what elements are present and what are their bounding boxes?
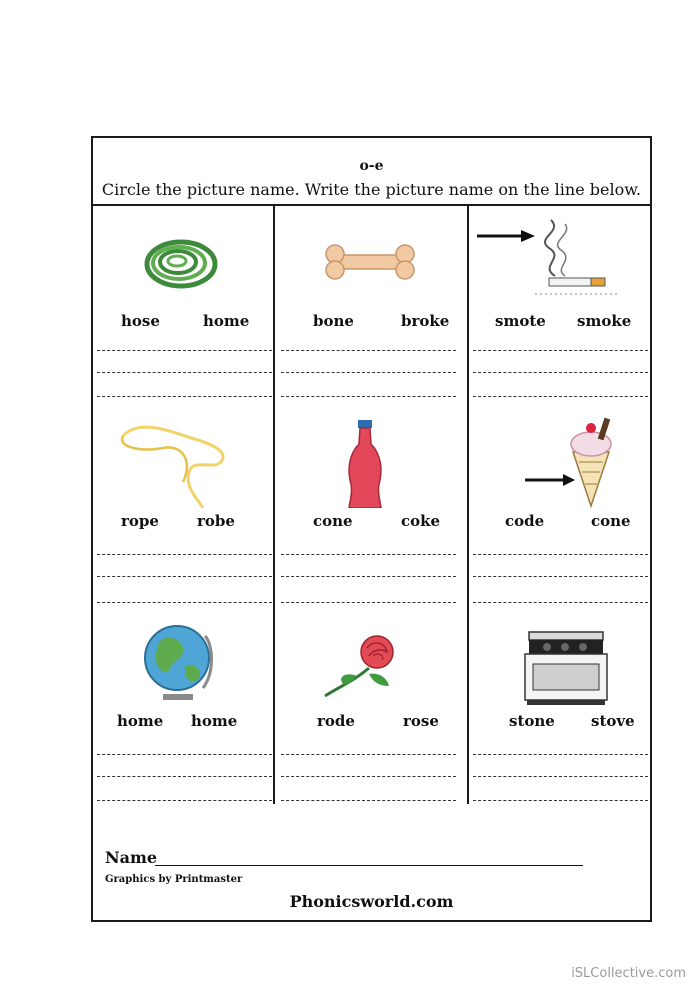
word-option[interactable]: coke — [401, 512, 441, 530]
word-option[interactable]: robe — [197, 512, 235, 530]
ice-cream-cone-icon — [469, 412, 652, 508]
writing-line[interactable] — [97, 800, 272, 801]
worksheet-footer — [93, 808, 650, 922]
rope-picture — [93, 412, 276, 508]
cell-rope — [93, 404, 276, 604]
writing-line[interactable] — [473, 576, 648, 577]
writing-line[interactable] — [97, 350, 272, 351]
word-option[interactable]: home — [203, 312, 250, 330]
cell-rose — [277, 604, 460, 804]
writing-line[interactable] — [281, 800, 456, 801]
writing-line[interactable] — [281, 396, 456, 397]
name-line[interactable] — [155, 865, 583, 866]
writing-line[interactable] — [473, 754, 648, 755]
instructions: Circle the picture name. Write the picture name on the line below. — [101, 180, 642, 199]
word-option[interactable]: rose — [403, 712, 439, 730]
pattern-title: o-e — [359, 158, 384, 174]
stove-icon — [469, 612, 652, 708]
writing-line[interactable] — [97, 602, 272, 603]
stove-picture — [469, 612, 652, 708]
rose-picture — [277, 612, 460, 708]
cell-ice-cream — [469, 404, 652, 604]
rope-icon — [93, 412, 273, 508]
writing-line[interactable] — [473, 602, 648, 603]
word-option[interactable]: rode — [317, 712, 355, 730]
word-option[interactable]: home — [117, 712, 164, 730]
writing-line[interactable] — [473, 372, 648, 373]
smoke-picture — [469, 212, 652, 308]
writing-line[interactable] — [473, 396, 648, 397]
word-option[interactable]: smoke — [577, 312, 632, 330]
word-option[interactable]: home — [191, 712, 238, 730]
writing-line[interactable] — [473, 350, 648, 351]
worksheet-header — [93, 138, 650, 206]
name-label: Name — [105, 848, 158, 867]
writing-line[interactable] — [281, 372, 456, 373]
graphics-credit: Graphics by Printmaster — [105, 874, 243, 885]
cell-coke — [277, 404, 460, 604]
site-name: Phonicsworld.com — [289, 892, 454, 911]
bone-picture — [277, 212, 460, 308]
soda-bottle-icon — [277, 412, 460, 508]
cell-hose — [93, 204, 276, 404]
worksheet — [91, 136, 652, 922]
word-option[interactable]: smote — [495, 312, 546, 330]
word-option[interactable]: stone — [509, 712, 555, 730]
writing-line[interactable] — [281, 554, 456, 555]
writing-line[interactable] — [97, 576, 272, 577]
watermark: iSLCollective.com — [571, 966, 686, 981]
word-option[interactable]: stove — [591, 712, 635, 730]
writing-line[interactable] — [97, 754, 272, 755]
writing-line[interactable] — [281, 602, 456, 603]
cell-globe — [93, 604, 276, 804]
writing-line[interactable] — [97, 396, 272, 397]
word-option[interactable]: cone — [591, 512, 631, 530]
ice-cream-cone-picture — [469, 412, 652, 508]
coke-picture — [277, 412, 460, 508]
rose-icon — [277, 612, 460, 708]
picture-grid — [93, 204, 650, 804]
cell-bone — [277, 204, 460, 404]
word-option[interactable]: hose — [121, 312, 160, 330]
word-option[interactable]: rope — [121, 512, 159, 530]
word-option[interactable]: cone — [313, 512, 353, 530]
word-option[interactable]: broke — [401, 312, 450, 330]
cell-stove — [469, 604, 652, 804]
writing-line[interactable] — [473, 776, 648, 777]
writing-line[interactable] — [97, 776, 272, 777]
word-option[interactable]: bone — [313, 312, 354, 330]
writing-line[interactable] — [97, 372, 272, 373]
writing-line[interactable] — [473, 554, 648, 555]
cell-smoke — [469, 204, 652, 404]
writing-line[interactable] — [473, 800, 648, 801]
word-option[interactable]: code — [505, 512, 545, 530]
writing-line[interactable] — [281, 350, 456, 351]
hose-icon — [93, 212, 273, 308]
bone-icon — [277, 212, 460, 308]
writing-line[interactable] — [281, 776, 456, 777]
smoke-icon — [469, 212, 652, 308]
writing-line[interactable] — [281, 576, 456, 577]
writing-line[interactable] — [97, 554, 272, 555]
hose-picture — [93, 212, 276, 308]
writing-line[interactable] — [281, 754, 456, 755]
globe-picture — [93, 612, 276, 708]
globe-icon — [93, 612, 273, 708]
